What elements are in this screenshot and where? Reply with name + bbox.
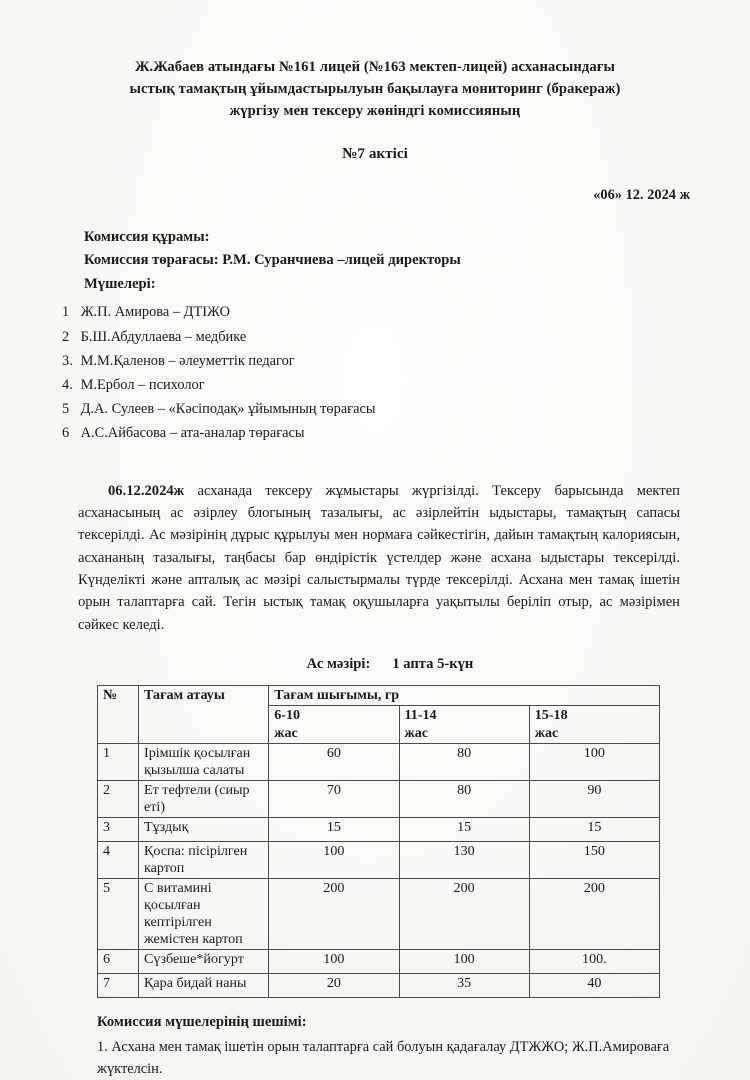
commission-composition-label: Комиссия құрамы: (84, 228, 210, 245)
menu-caption-value: 1 апта 5-күн (392, 655, 474, 672)
cell-yield-15-18: 40 (529, 974, 659, 998)
menu-table-wrapper (97, 685, 660, 999)
menu-caption (0, 656, 750, 673)
inspection-date: 06.12.2024ж (108, 482, 185, 499)
member-number: 6 (62, 425, 70, 442)
cell-no: 7 (98, 974, 139, 998)
list-item (62, 373, 750, 397)
member-text: М.Ербол – психолог (80, 377, 205, 393)
menu-table-head (98, 685, 660, 744)
menu-table (97, 685, 660, 999)
member-text: А.С.Айбасова – ата-аналар төрағасы (80, 425, 305, 442)
cell-dish-name: Қара бидай наны (139, 974, 269, 998)
header-age-6-10-top: 6-10 (274, 706, 301, 723)
cell-yield-15-18: 200 (529, 879, 659, 950)
member-text: Д.А. Сулеев – «Кәсіподақ» ұйымының төрағасы (80, 401, 376, 418)
member-number: 4. (62, 377, 73, 393)
list-item (62, 421, 750, 445)
inspection-text: асханада тексеру жұмыстары жүргізілді. Тексеру барысында мектеп асханасының ас әзірлеу блогының тазалығы, ас әзірлейтін ыдыстары, тамақтың сапасы тексерілді. Ас мәзірінің дұрыс құрылуы мен нормаға сәйкестігін, дайын тамақтың калориясын, асхананың тазалығы, таңбасы бар өндірістік үстелдер және асхана ыдыстары тексерілді. Күнделікті және апталық ас мәзірі салыстырмалы түрде тексерілді. Асхана мен тамақ ішетін орын талаптарға сай. Тегін ыстық тамақ оқушыларға уақытылы беріліп отыр, ас мәзірімен сәйкес келеді. (78, 482, 680, 633)
cell-yield-6-10: 200 (269, 879, 399, 950)
table-row (98, 950, 660, 974)
cell-no: 1 (98, 744, 139, 781)
cell-yield-6-10: 70 (269, 781, 399, 818)
cell-no: 4 (98, 842, 139, 879)
header-age-11-14 (399, 705, 529, 744)
member-number: 5 (62, 401, 70, 418)
table-row (98, 781, 660, 818)
header-age-15-18 (529, 705, 659, 744)
member-number: 3. (62, 352, 73, 369)
cell-dish-name: Сүзбеше*йогурт (139, 950, 269, 974)
commission-chair: Комиссия төрағасы: Р.М. Суранчиева –лицей директоры (84, 252, 461, 269)
header-age-15-18-bottom: жас (534, 724, 559, 741)
cell-yield-15-18: 150 (529, 842, 659, 879)
header-age-11-14-bottom: жас (404, 724, 429, 741)
cell-yield-11-14: 80 (399, 744, 529, 781)
cell-yield-6-10: 100 (269, 842, 399, 879)
commission-block (84, 226, 750, 297)
member-text: Ж.П. Амирова – ДТІЖО (80, 304, 230, 321)
member-number: 2 (62, 328, 70, 345)
inspection-paragraph (78, 480, 680, 636)
header-age-6-10-bottom: жас (274, 724, 298, 741)
cell-yield-11-14: 100 (399, 950, 529, 974)
header-dish-name: Тағам атауы (139, 685, 269, 744)
commission-members-label: Мүшелері: (84, 275, 156, 292)
member-number: 1 (62, 304, 70, 321)
cell-dish-name: С витаминi қосылған кептірілген жемістен картоп (139, 879, 269, 950)
cell-yield-11-14: 80 (399, 781, 529, 818)
table-header-row (98, 685, 660, 705)
cell-yield-15-18: 15 (529, 818, 659, 842)
table-row (98, 879, 660, 950)
cell-yield-15-18: 90 (529, 781, 659, 818)
cell-no: 6 (98, 950, 139, 974)
act-number: №7 актісі (342, 144, 408, 162)
table-row (98, 974, 660, 998)
cell-no: 2 (98, 781, 139, 818)
member-text: М.М.Қаленов – әлеуметтік педагог (80, 352, 295, 369)
document-title (78, 56, 672, 123)
list-item (62, 349, 750, 373)
cell-dish-name: Ет тефтели (сиыр еті) (139, 781, 269, 818)
title-line-2: ыстық тамақтың ұйымдастырылуын бақылауға мониторинг (бракераж) (129, 81, 621, 98)
cell-yield-15-18: 100. (529, 950, 659, 974)
list-item (62, 325, 750, 349)
decision-item-1: 1. Асхана мен тамақ ішетін орын талаптарға сай болуын қадағалау ДТЖЖО; Ж.П.Амироваға жүктелсін. (97, 1039, 670, 1077)
table-row (98, 818, 660, 842)
commission-members-list (62, 300, 750, 445)
list-item (62, 300, 750, 324)
header-age-6-10 (269, 705, 399, 744)
cell-yield-6-10: 60 (269, 744, 399, 781)
cell-no: 5 (98, 879, 139, 950)
cell-yield-11-14: 15 (399, 818, 529, 842)
cell-yield-15-18: 100 (529, 744, 659, 781)
cell-yield-6-10: 20 (269, 974, 399, 998)
header-no: № (98, 685, 139, 744)
menu-caption-label: Ас мәзірі: (306, 655, 371, 672)
cell-yield-11-14: 200 (399, 879, 529, 950)
menu-table-body (98, 744, 660, 998)
header-age-11-14-top: 11-14 (404, 706, 437, 723)
cell-yield-11-14: 130 (399, 842, 529, 879)
member-text: Б.Ш.Абдуллаева – медбике (80, 328, 247, 345)
header-age-15-18-top: 15-18 (534, 706, 568, 723)
cell-dish-name: Тұздық (139, 818, 269, 842)
cell-no: 3 (98, 818, 139, 842)
cell-dish-name: Ірімшік қосылған қызылша салаты (139, 744, 269, 781)
cell-yield-6-10: 100 (269, 950, 399, 974)
cell-yield-6-10: 15 (269, 818, 399, 842)
table-row (98, 842, 660, 879)
title-line-3: жүргізу мен тексеру жөніндгі комиссияның (229, 103, 521, 120)
list-item (62, 397, 750, 421)
cell-dish-name: Қоспа: пісірілген картоп (139, 842, 269, 879)
cell-yield-11-14: 35 (399, 974, 529, 998)
decision-block (97, 1012, 680, 1080)
table-row (98, 744, 660, 781)
title-line-1: Ж.Жабаев атындағы №161 лицей (№163 мектеп-лицей) асханасындағы (134, 59, 616, 75)
document-date: «06» 12. 2024 ж (593, 186, 690, 203)
decision-title: Комиссия мүшелерінің шешімі: (97, 1014, 307, 1031)
header-yield-group: Тағам шығымы, гр (269, 685, 660, 705)
